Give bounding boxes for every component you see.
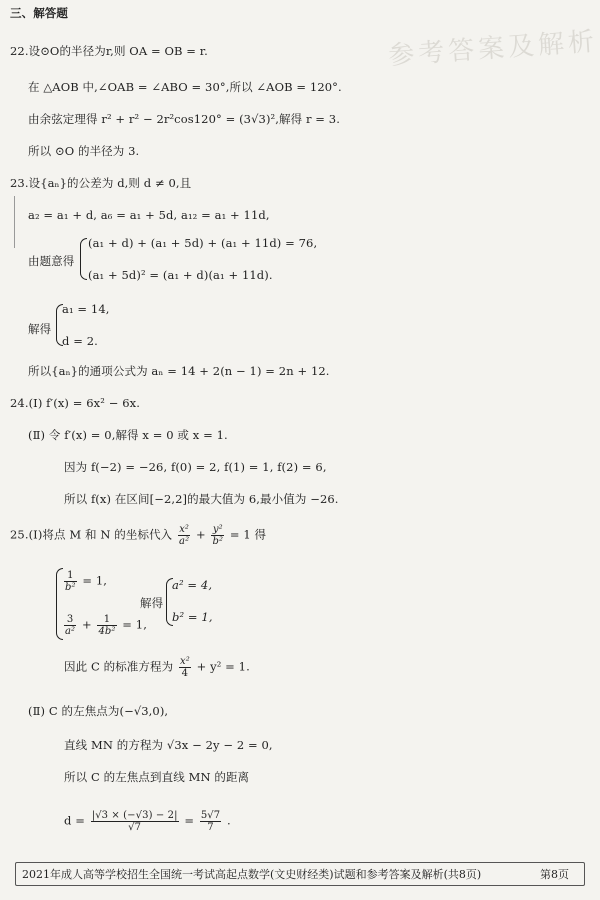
q25-line-1-tail: = 1 得 <box>229 527 267 542</box>
frac-den: 7 <box>207 822 214 833</box>
frac-num: 1 <box>97 614 116 626</box>
brace <box>80 238 87 280</box>
q23-eq-1: (a₁ + d) + (a₁ + 5d) + (a₁ + 11d) = 76, <box>88 236 318 250</box>
fraction <box>97 614 116 637</box>
fraction <box>200 810 221 833</box>
q25-label-jiede: 解得 <box>140 596 164 610</box>
q22-line-3: 由余弦定理得 r² + r² − 2r²cos120° = (3√3)²,解得 r = 3. <box>28 112 340 126</box>
frac-num: 3 <box>64 614 76 626</box>
q25-res-1: a² = 4, <box>172 578 213 592</box>
frac-den: a² <box>65 626 76 637</box>
page-number: 第8页 <box>540 868 569 881</box>
section-header: 三、解答题 <box>10 6 68 20</box>
q22-line-4: 所以 ⊙O 的半径为 3. <box>28 144 140 158</box>
frac-num: y² <box>212 524 223 535</box>
q24-line-1: 24.(Ⅰ) f′(x) = 6x² − 6x. <box>10 396 140 410</box>
d-period: . <box>227 813 231 828</box>
frac-den: b² <box>212 536 224 547</box>
q23-sol-1: a₁ = 14, <box>62 302 110 316</box>
plus: + <box>81 617 92 632</box>
q25-res-2: b² = 1, <box>172 610 213 624</box>
frac-den: √7 <box>128 822 142 833</box>
q24-line-2: (Ⅱ) 令 f′(x) = 0,解得 x = 0 或 x = 1. <box>28 428 228 442</box>
frac-den: a² <box>179 536 190 547</box>
fraction <box>64 570 77 593</box>
q25-part2-line-2: 直线 MN 的方程为 √3x − 2y − 2 = 0, <box>64 738 273 752</box>
eq-rest: = 1, <box>82 573 108 588</box>
q22-line-1: 22.设⊙O的半径为r,则 OA = OB = r. <box>10 44 208 58</box>
frac-den: b² <box>65 582 76 593</box>
q23-line-last: 所以{aₙ}的通项公式为 aₙ = 14 + 2(n − 1) = 2n + 12. <box>28 364 330 378</box>
q25-sys-eq-1 <box>62 570 107 593</box>
margin-rule <box>14 196 15 248</box>
fraction <box>179 656 191 679</box>
frac-num: |√3 × (−√3) − 2| <box>91 810 178 821</box>
q25-distance <box>64 810 231 833</box>
fraction <box>211 524 224 547</box>
q22-line-2: 在 △AOB 中,∠OAB = ∠ABO = 30°,所以 ∠AOB = 120°. <box>28 80 342 94</box>
q23-eq-2: (a₁ + 5d)² = (a₁ + d)(a₁ + 11d). <box>88 268 273 282</box>
d-lhs: d = <box>64 813 85 828</box>
fraction <box>64 614 76 637</box>
frac-den: 4b² <box>98 626 116 637</box>
q25-line-1-text: 25.(Ⅰ)将点 M 和 N 的坐标代入 <box>10 527 173 542</box>
q23-line-1: 23.设{aₙ}的公差为 d,则 d ≠ 0,且 <box>10 176 192 190</box>
q23-sol-2: d = 2. <box>62 334 98 348</box>
d-equals: = <box>184 813 195 828</box>
fraction <box>91 810 179 833</box>
eq-rest: = 1, <box>122 617 147 632</box>
watermark: 参考答案及解析 <box>387 26 599 72</box>
q25-part2-line-3: 所以 C 的左焦点到直线 MN 的距离 <box>64 770 250 784</box>
q23-label-yiti: 由题意得 <box>28 254 75 268</box>
std-eq-tail: + y² = 1. <box>196 659 250 674</box>
frac-num: x² <box>179 524 190 535</box>
std-eq-text: 因此 C 的标准方程为 <box>64 659 174 674</box>
q25-sys-eq-2 <box>62 614 147 637</box>
q24-line-3: 因为 f(−2) = −26, f(0) = 2, f(1) = 1, f(2) = 6, <box>64 460 327 474</box>
q25-line-1 <box>10 524 266 547</box>
plus: + <box>195 527 206 542</box>
frac-num: x² <box>179 656 190 667</box>
q23-label-jiede: 解得 <box>28 322 52 336</box>
fraction <box>178 524 190 547</box>
frac-num: 5√7 <box>200 810 221 821</box>
frac-den: 4 <box>181 668 189 679</box>
q24-line-4: 所以 f(x) 在区间[−2,2]的最大值为 6,最小值为 −26. <box>64 492 339 506</box>
q25-part2-line-1: (Ⅱ) C 的左焦点为(−√3,0), <box>28 704 169 718</box>
q23-line-2: a₂ = a₁ + d, a₆ = a₁ + 5d, a₁₂ = a₁ + 11d, <box>28 208 270 222</box>
frac-num: 1 <box>64 570 77 582</box>
q25-std-eq <box>64 656 250 679</box>
footer-title: 2021年成人高等学校招生全国统一考试高起点数学(文史财经类)试题和参考答案及解析(共8页) <box>22 868 482 881</box>
